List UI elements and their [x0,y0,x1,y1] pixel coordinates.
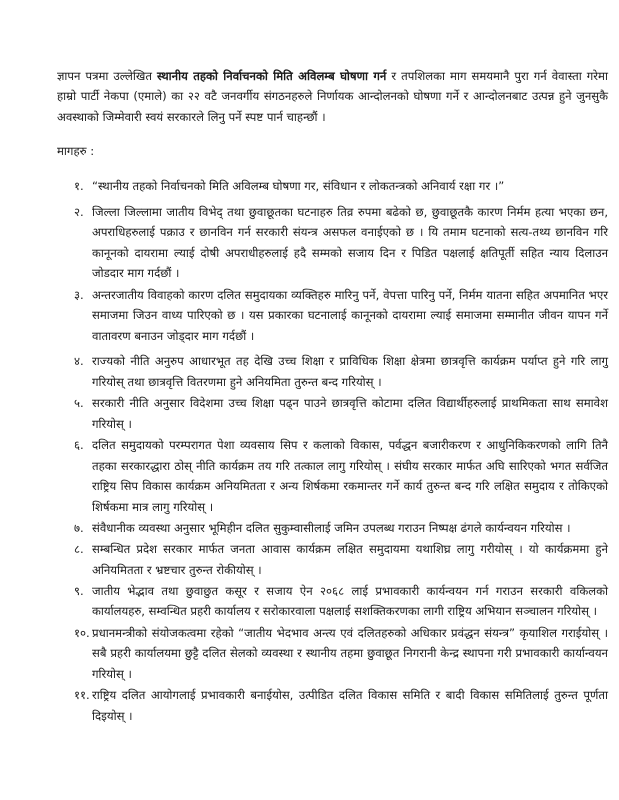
demand-number: १. [74,179,84,193]
demand-number: ६. [74,437,84,452]
demands-heading: मागहरु : [57,144,95,158]
demand-number: २. [74,204,84,219]
intro-text-start: ज्ञापन पत्रमा उल्लेखित [57,69,157,83]
demand-text: राज्यको नीति अनुरुप आधारभूत तह देखि उच्च शिक्षा र प्राविधिक शिक्षा क्षेत्रमा छात्रवृत्ति कार्यक्रम पर्याप्त हुने गरि लागु गरियोस् तथा छात्रवृत्ति वितरणमा हुने अनियमिता तुरुन्त बन्द गरियोस् । [92,354,608,389]
demand-item [74,581,608,622]
demand-item [74,176,608,197]
intro-bold-demand: स्थानीय तहको निर्वाचनको मिति अविलम्ब घोषणा गर्न [156,69,387,83]
intro-paragraph [57,66,608,127]
demand-number: ८. [74,542,84,557]
demand-text: राष्ट्रिय दलित आयोगलाई प्रभावकारी बनाईयोस, उत्पीडित दलित विकास समिति र बादी विकास समितिलाई तुरुन्त पूर्णता दिइयोस् । [92,688,608,723]
demand-text: “स्थानीय तहको निर्वाचनको मिति अविलम्ब घोषणा गर, संविधान र लोकतन्त्रको अनिवार्य रक्षा गर ।” [92,179,505,193]
demand-item [74,393,608,434]
intro-text-end: र तपशिलका माग समयमानै पुरा गर्न वेवास्ता गरेमा हाम्रो पार्टी नेकपा (एमाले) का २२ वटै जनवर्गीय संगठनहरुले निर्णायक आन्दोलनको घोषणा गर्ने र आन्दोलनबाट उत्पन्न हुने जुनसुकै अवस्थाको जिम्मेवारी स्वयं सरकारले लिनु पर्ने स्पष्ट पार्न चाहन्छौं । [57,69,608,124]
demand-text: दलित समुदायको परम्परागत पेशा व्यवसाय सिप र कलाको विकास, पर्वद्धन बजारीकरण र आधुनिकिकरणको लागि तिनै तहका सरकारद्धारा ठोस् नीति कार्यक्रम तय गरि तत्काल लागु गरियोस् । संघीय सरकार मार्फत अघि सारिएको भगत सर्वजित राष्ट्रिय सिप विकास कार्यक्रम अनियमितता र अन्य शिर्षकमा रकमान्तर गर्ने कार्य तुरुन्त बन्द गरि लक्षित समुदाय र तोकिएको शिर्षकमा मात्र लागु गरियोस् । [92,437,608,514]
demand-number: ९. [74,583,84,598]
demand-item [74,435,608,517]
demand-item [74,351,608,392]
demand-number: ४. [74,354,84,369]
demand-text: जिल्ला जिल्लामा जातीय विभेद् तथा छुवाछूतका घटनाहरु तिव्र रुपमा बढेको छ, छुवाछूतकै कारण निर्मम हत्या भएका छन, अपराधिहरुलाई पक्राउ र छानविन गर्न सरकारी संयन्त्र असफल वनाईएको छ । यि तमाम घटनाको सत्य-तथ्य छानविन गरि कानूनको दायरामा ल्याई दोषी अपराधीहरुलाई हदै सम्मको सजाय दिन र पिडित पक्षलाई क्षतिपूर्ती सहित न्याय दिलाउन जोडदार माग गर्दछौं । [92,204,608,281]
demand-item [74,623,608,685]
demand-text: जातीय भेद्भाव तथा छुवाछुत कसूर र सजाय ऐन २०६८ लाई प्रभावकारी कार्यन्वयन गर्न गराउन सरकारी वकिलको कार्यालयहरु, सम्वन्धित प्रहरी कार्यालय र सरोकारवाला पक्षलाई सशक्तिकरणका लागी राष्ट्रिय अभियान सञ्चालन गरियोस् । [92,583,608,619]
demand-item [74,685,608,726]
demand-number: ५. [74,396,84,411]
demand-item [74,285,608,347]
demand-item [74,202,608,284]
demand-number: १०. [74,625,90,640]
demand-number: ७. [74,520,84,535]
demand-text: प्रधानमन्त्रीको संयोजकत्वमा रहेको “जातीय भेदभाव अन्त्य एवं दलितहरुको अधिकार प्रवंद्धन संयन्त्र” कृयाशिल गराईयोस् । सबै प्रहरी कार्यालयमा छुट्टै दलित सेलको व्यवस्था र स्थानीय तहमा छुवाछूत निगरानी केन्द्र स्थापना गरी प्रभावकारी कार्यान्वयन गरियोस् । [92,625,608,681]
demand-text: अन्तरजातीय विवाहको कारण दलित समुदायका व्यक्तिहरु मारिनु पर्ने, वेपत्ता पारिनु पर्ने, निर्मम यातना सहित अपमानित भएर समाजमा जिउन वाध्य पारिएको छ । यस प्रकारका घटनालाई कानूनको दायरामा ल्याई समाजमा सम्मानीत जीवन यापन गर्ने वातावरण बनाउन जोड्दार माग गर्दछौं । [92,287,608,343]
demand-text: सरकारी नीति अनुसार विदेशमा उच्च शिक्षा पढ्न पाउने छात्रवृत्ति कोटामा दलित विद्यार्थीहरुलाई प्राथमिकता साथ समावेश गरियोस् । [92,396,608,431]
demand-text: सम्बन्धित प्रदेश सरकार मार्फत जनता आवास कार्यक्रम लक्षित समुदायमा यथाशिघ्र लागु गरीयोस् । यो कार्यक्रममा हुने अनियमितता र भ्रष्टचार तुरुन्त रोकीयोस् । [92,542,608,577]
demand-item [74,518,608,539]
demand-item [74,539,608,580]
demands-list [74,176,608,727]
demand-number: ३. [74,287,84,302]
demand-text: संवैधानीक व्यवस्था अनुसार भूमिहीन दलित सुकुम्वासीलाई जमिन उपलब्ध गराउन निष्पक्ष ढंगले कार्यन्वयन गरियोस । [92,520,571,535]
demand-number: ११. [74,688,90,702]
